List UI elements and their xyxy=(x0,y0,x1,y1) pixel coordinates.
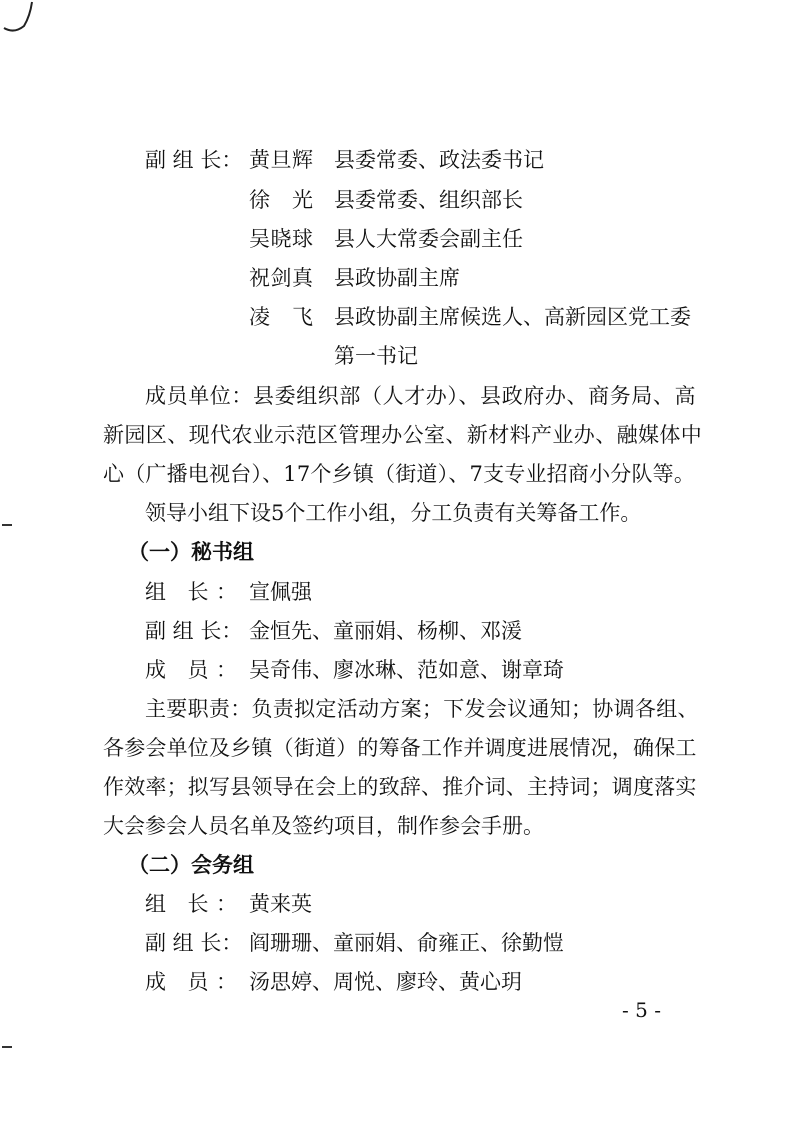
member-name: 黄旦辉 xyxy=(249,148,313,172)
member-units-line-1: 成员单位：县委组织部（人才办）、县政府办、商务局、高 xyxy=(145,384,697,408)
group1-duties-line-4: 大会参会人员名单及签约项目，制作参会手册。 xyxy=(103,814,544,838)
group1-heading: （一）秘书组 xyxy=(128,539,254,564)
member-name: 吴晓球 xyxy=(249,227,313,251)
group2-deputy-label: 副 组 长： xyxy=(145,931,243,955)
page-number: - 5 - xyxy=(622,998,661,1022)
deputy-leader-label: 副 组 长： xyxy=(145,148,243,172)
member-name: 凌飞 xyxy=(249,305,313,329)
member-units-line-3: 心（广播电视台）、17个乡镇（街道）、7支专业招商小分队等。 xyxy=(103,462,696,486)
member-name: 徐光 xyxy=(249,188,313,212)
group1-members-label: 成 员： xyxy=(145,658,237,682)
member-role: 县委常委、政法委书记 xyxy=(334,148,544,172)
group1-duties-line-3: 作效率；拟写县领导在会上的致辞、推介词、主持词；调度落实 xyxy=(103,775,697,799)
role-continuation-text: 第一书记 xyxy=(334,344,418,368)
group1-deputies: 金恒先、童丽娟、杨柳、邓湲 xyxy=(249,619,522,643)
group1-leader-label: 组 长： xyxy=(145,580,237,604)
corner-scan-mark xyxy=(0,0,40,40)
group2-members: 汤思婷、周悦、廖玲、黄心玥 xyxy=(249,970,522,994)
role-continuation xyxy=(334,342,418,370)
member-role: 县政协副主席候选人、高新园区党工委 xyxy=(334,305,691,329)
scan-tick xyxy=(2,524,12,526)
member-role: 县人大常委会副主任 xyxy=(334,227,523,251)
group1-members: 吴奇伟、廖冰琳、范如意、谢章琦 xyxy=(249,658,564,682)
group2-deputies: 阎珊珊、童丽娟、俞雍正、徐勤愷 xyxy=(249,931,564,955)
member-role: 县委常委、组织部长 xyxy=(334,188,523,212)
scan-tick xyxy=(2,1046,12,1048)
intro-paragraph: 领导小组下设5个工作小组，分工负责有关筹备工作。 xyxy=(145,501,642,525)
group2-heading: （二）会务组 xyxy=(128,852,254,877)
member-units-line-2: 新园区、现代农业示范区管理办公室、新材料产业办、融媒体中 xyxy=(103,423,703,447)
group2-members-label: 成 员： xyxy=(145,970,237,994)
group1-duties-line-1: 主要职责：负责拟定活动方案；下发会议通知；协调各组、 xyxy=(145,697,699,721)
member-role: 县政协副主席 xyxy=(334,266,460,290)
group1-duties-line-2: 各参会单位及乡镇（街道）的筹备工作并调度进展情况，确保工 xyxy=(103,736,697,760)
group1-leader: 宣佩强 xyxy=(249,580,312,604)
group2-leader: 黄来英 xyxy=(249,892,312,916)
group2-leader-label: 组 长： xyxy=(145,892,237,916)
group1-deputy-label: 副 组 长： xyxy=(145,619,243,643)
member-name: 祝剑真 xyxy=(249,266,313,290)
